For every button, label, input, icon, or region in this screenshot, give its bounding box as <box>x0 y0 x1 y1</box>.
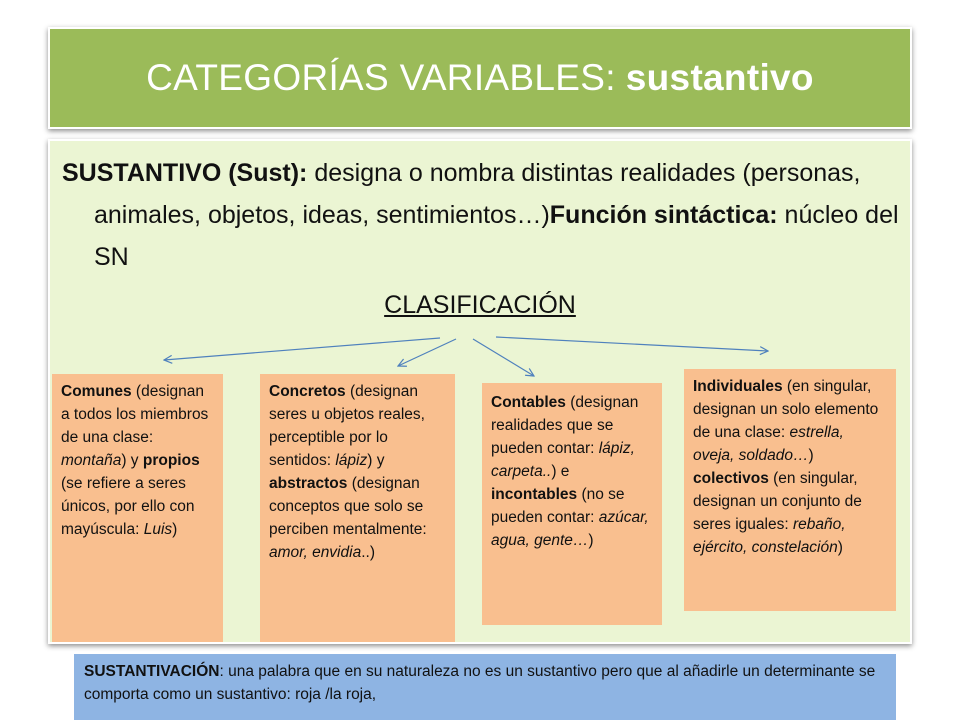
title-regular: CATEGORÍAS VARIABLES: <box>146 57 616 98</box>
card-contables-t8: ) <box>588 532 594 549</box>
card-concretos-t7: amor, envidia <box>269 544 362 561</box>
card-concretos-t2: (designan seres u objetos reales, perceptible por lo sentidos: <box>269 383 425 469</box>
arrow-to-individuales <box>496 337 768 351</box>
card-individuales-t1: Individuales <box>693 378 783 395</box>
card-individuales-t3: estrella, oveja, soldado… <box>693 424 844 464</box>
card-comunes-t7: Luis <box>143 521 173 538</box>
card-individuales-t2: (en singular, designan un solo elemento de una clase: <box>693 378 879 441</box>
card-contables <box>482 383 662 625</box>
card-individuales <box>684 369 896 611</box>
card-concretos <box>260 374 455 642</box>
function-text: núcleo del SN <box>94 201 899 271</box>
card-comunes-t4: ) y <box>121 452 143 469</box>
card-contables-t5: incontables <box>491 486 578 503</box>
card-concretos-t1: Concretos <box>269 383 346 400</box>
definition-term: SUSTANTIVO (Sust): <box>62 159 308 187</box>
card-individuales-t7: rebaño, ejército, constelación <box>693 516 846 556</box>
arrow-to-comunes <box>164 338 440 360</box>
card-contables-t6: (no se pueden contar: <box>491 486 625 526</box>
card-contables-t3: lápiz, carpeta.. <box>491 440 635 480</box>
card-concretos-t8: ..) <box>361 544 375 561</box>
arrow-to-concretos <box>398 339 456 366</box>
card-contables-t7: azúcar, agua, gente… <box>491 509 649 549</box>
sustantivacion-note <box>74 654 896 720</box>
definition-text: designa o nombra distintas realidades (personas, animales, objetos, ideas, sentimientos…) <box>94 159 861 229</box>
card-concretos-t5: abstractos <box>269 475 348 492</box>
card-comunes <box>52 374 223 642</box>
card-individuales-t6: (en singular, designan un conjunto de seres iguales: <box>693 470 862 533</box>
card-comunes-t2: (designan a todos los miembros de una clase: <box>61 383 209 446</box>
card-comunes-t6: (se refiere a seres únicos, por ello con mayúscula: <box>61 475 195 538</box>
card-individuales-t5: colectivos <box>693 470 769 487</box>
sustantivacion-label: SUSTANTIVACIÓN <box>84 663 220 680</box>
card-contables-t2: (designan realidades que se pueden contar: <box>491 394 639 457</box>
card-individuales-t8: ) <box>837 539 843 556</box>
card-comunes-t8: ) <box>172 521 178 538</box>
card-concretos-t3: lápiz <box>335 452 368 469</box>
card-comunes-t5: propios <box>142 452 200 469</box>
clasificacion-heading: CLASIFICACIÓN <box>384 291 576 319</box>
card-comunes-t3: montaña <box>61 452 122 469</box>
sustantivacion-text: : una palabra que en su naturaleza no es un sustantivo pero que al añadirle un determinante se comporta como un sustantivo: roja /la roja, <box>84 663 876 703</box>
title-bold: sustantivo <box>625 57 814 98</box>
card-concretos-t4: ) y <box>367 452 385 469</box>
card-individuales-t4: ) <box>808 447 814 464</box>
card-contables-t4: ) e <box>551 463 570 480</box>
card-concretos-t6: (designan conceptos que solo se perciben mentalmente: <box>269 475 427 538</box>
card-comunes-t1: Comunes <box>61 383 132 400</box>
arrow-to-contables <box>473 339 534 376</box>
card-contables-t1: Contables <box>491 394 566 411</box>
function-label: Función sintáctica: <box>549 201 778 229</box>
